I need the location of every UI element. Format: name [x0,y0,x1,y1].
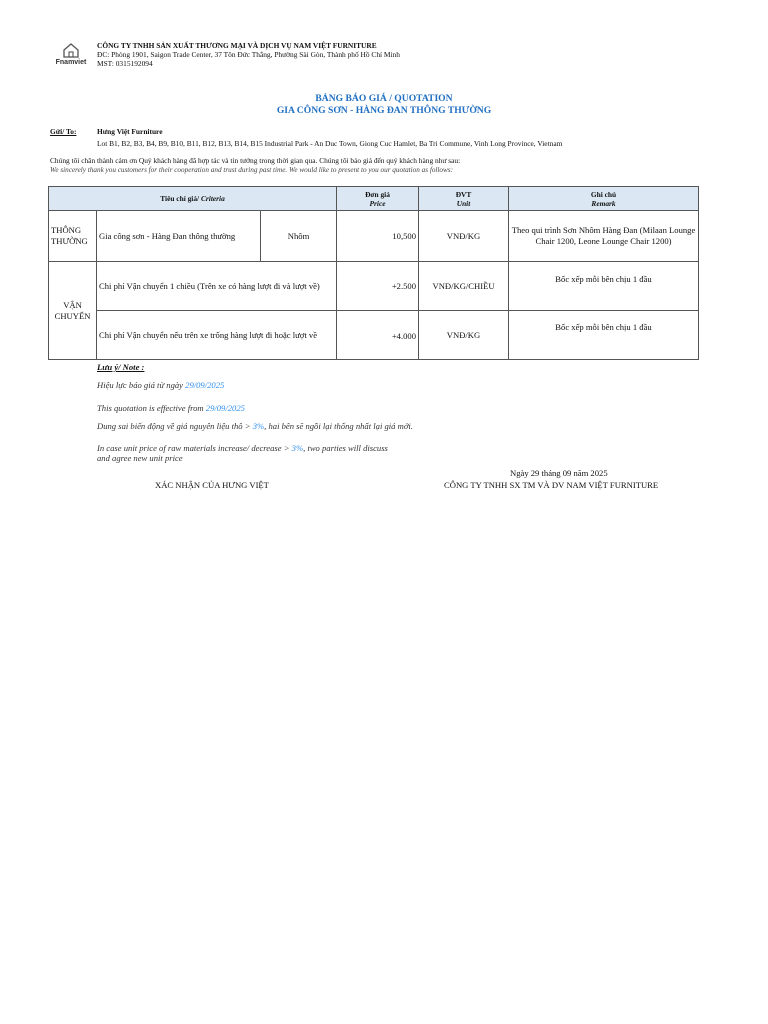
price-cell: 10,500 [337,211,419,262]
description-cell: Chi phí Vận chuyển nếu trên xe trống hàng lượt đi hoặc lượt về [97,311,337,360]
signature-left: XÁC NHẬN CỦA HƯNG VIỆT [155,480,269,490]
header-criteria-vi: Tiêu chí giá/ [160,194,200,203]
note-tolerance-en [97,443,397,463]
recipient-address: Lot B1, B2, B3, B4, B9, B10, B11, B12, B13, B14, B15 Industrial Park - An Duc Town, Giong Cuc Hamlet, Ba Tri Commune, Vinh Long Province, Vietnam [97,139,563,148]
house-logo-icon [62,42,80,58]
unit-cell: VNĐ/KG [419,211,509,262]
signature-right: CÔNG TY TNHH SX TM VÀ DV NAM VIỆT FURNITURE [444,480,659,490]
note-effective-en-text: This quotation is effective from [97,403,204,413]
header-unit-vi: ĐVT [455,189,472,199]
signature-date: Ngày 29 tháng 09 năm 2025 [510,468,608,478]
price-cell: +2.500 [337,262,419,311]
recipient-label: Gửi/ To: [50,127,77,136]
table-row [49,311,699,360]
note-effective-vi [97,380,224,390]
description-cell: Gia công sơn - Hàng Đan thông thường [97,211,261,262]
remark-cell: Theo qui trình Sơn Nhôm Hàng Đan (Milaan Lounge Chair 1200, Leone Lounge Chair 1200) [509,211,699,262]
note-tolerance-vi-text: Dung sai biến động về giá nguyên liệu thô > [97,421,251,431]
category-cell: THÔNG THƯỜNG [49,211,97,262]
company-info [97,41,400,68]
header-price-en: Price [369,198,386,208]
header-criteria [49,187,337,211]
table-row [49,262,699,311]
note-tolerance-en-text: In case unit price of raw materials increase/ decrease > [97,443,290,453]
recipient-name: Hưng Việt Furniture [97,127,163,136]
material-cell: Nhôm [261,211,337,262]
header-price [337,187,419,211]
header-remark-vi: Ghi chú [590,189,617,199]
header-price-vi: Đơn giá [365,189,390,199]
intro-vietnamese: Chúng tôi chân thành cám ơn Quý khách hàng đã hợp tác và tin tưởng trong thời gian qua. Chúng tôi báo giá đến quý khách hàng như sau: [50,156,461,165]
table-header-row [49,187,699,211]
intro-english: We sincerely thank you customers for their cooperation and trust during past time. We would like to present to you our quotation as follows: [50,166,453,174]
header-unit [419,187,509,211]
company-address: ĐC: Phòng 1901, Saigon Trade Center, 37 Tôn Đức Thắng, Phường Sài Gòn, Thành phố Hồ Chí Minh [97,50,400,59]
company-name: CÔNG TY TNHH SẢN XUẤT THƯƠNG MẠI VÀ DỊCH VỤ NAM VIỆT FURNITURE [97,41,377,50]
note-effective-vi-date: 29/09/2025 [185,380,225,390]
note-tolerance-vi-value: 3% [252,421,265,431]
note-tolerance-vi [97,421,417,431]
description-cell: Chi phí Vận chuyển 1 chiều (Trên xe có hàng lượt đi và lượt về) [97,262,337,311]
note-tolerance-vi-suffix: , hai bên sẽ ngồi lại thống nhất lại giá mới. [264,421,413,431]
quotation-table [48,186,699,360]
category-cell: VẬN CHUYỂN [49,262,97,360]
company-tax-code: MST: 0315192094 [97,59,153,68]
header-unit-en: Unit [456,198,471,208]
note-effective-en-date: 29/09/2025 [205,403,245,413]
note-effective-vi-text: Hiệu lực báo giá từ ngày [97,380,183,390]
unit-cell: VNĐ/KG [419,311,509,360]
price-cell: +4.000 [337,311,419,360]
remark-cell: Bốc xếp mỗi bên chịu 1 đầu [509,262,699,311]
header-criteria-en: Criteria [200,194,225,203]
table-row [49,211,699,262]
header-remark [509,187,699,211]
notes-title: Lưu ý/ Note : [97,362,145,372]
remark-cell: Bốc xếp mỗi bên chịu 1 đầu [509,311,699,360]
company-logo [50,42,92,70]
note-effective-en [97,403,245,413]
note-tolerance-en-value: 3% [291,443,304,453]
document-title: BẢNG BÁO GIÁ / QUOTATION [315,93,453,104]
unit-cell: VNĐ/KG/CHIỀU [419,262,509,311]
document-subtitle: GIA CÔNG SƠN - HÀNG ĐAN THÔNG THƯỜNG [276,105,492,116]
logo-text: Fnamviet [55,59,87,66]
header-remark-en: Remark [591,198,616,208]
note-tolerance-en-suffix: , two parties will discuss and agree new unit price [97,443,388,463]
